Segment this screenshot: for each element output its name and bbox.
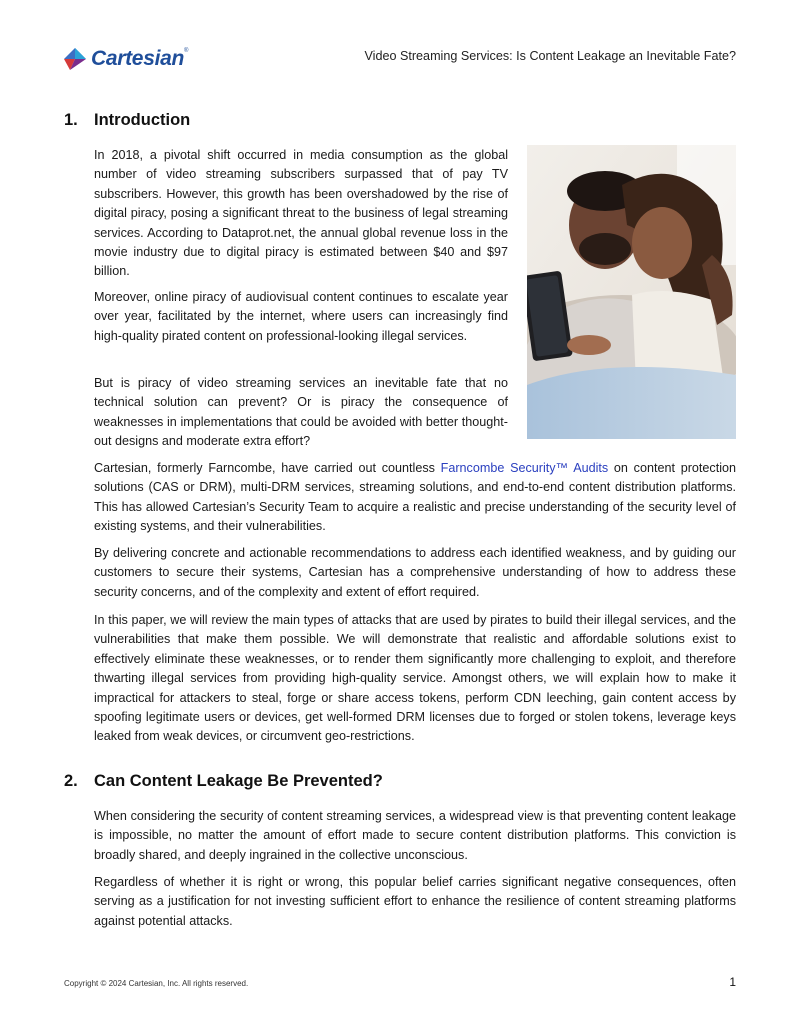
section2-paragraph-2: Regardless of whether it is right or wrong, this popular belief carries significant negative consequences, often serving as a justification for not investing sufficient effort to enhance the resilience of content streaming platforms against potential attacks. <box>94 875 736 928</box>
intro-paragraph-2: Moreover, online piracy of audiovisual content continues to escalate year over year, facilitated by the internet, where users can increasingly find high-quality pirated content on professional-looking illegal services. <box>94 290 508 343</box>
section-heading-introduction <box>64 111 190 130</box>
logo-wordmark: Cartesian <box>91 47 185 70</box>
cartesian-logo <box>62 46 202 72</box>
farncombe-security-audits-link[interactable]: Farncombe Security™ Audits <box>440 461 609 475</box>
paragraph-text: on content protection solutions (CAS or DRM), multi-DRM services, streaming solutions, and end-to-end content distribution platforms. This has allowed Cartesian’s Security Team to acquire a realistic and precise understanding of the security level of existing systems, and their vulnerabilities. <box>94 461 737 534</box>
intro-paragraph-3: But is piracy of video streaming services an inevitable fate that no technical solution can prevent? Or is piracy the consequence of weaknesses in implementations that could be avoided with better thought-out designs and moderate extra effort? <box>94 376 508 449</box>
page-number: 1 <box>729 975 736 989</box>
logo-registered-mark: ® <box>184 48 189 54</box>
section-number: 2. <box>64 772 78 790</box>
intro-paragraph-4 <box>94 459 736 537</box>
section-heading-content-leakage <box>64 772 383 791</box>
section-title: Introduction <box>94 111 191 129</box>
section2-paragraph-1: When considering the security of content streaming services, a widespread view is that preventing content leakage is impossible, no matter the amount of effort made to secure content distribution platforms. This conviction is broadly shared, and deeply ingrained in the collective unconscious. <box>94 809 736 862</box>
header-title: Video Streaming Services: Is Content Leakage an Inevitable Fate? <box>364 49 736 63</box>
paragraph-text: Cartesian, formerly Farncombe, have carried out countless <box>94 461 441 475</box>
couple-with-tablet-photo <box>527 145 736 439</box>
section-number: 1. <box>64 111 78 129</box>
section-title: Can Content Leakage Be Prevented? <box>94 772 383 790</box>
intro-paragraph-5: By delivering concrete and actionable recommendations to address each identified weakness, and by guiding our customers to secure their systems, Cartesian has a comprehensive understanding of how to address these security concerns, and of the complexity and extent of effort required. <box>94 546 736 599</box>
intro-paragraph-6: In this paper, we will review the main types of attacks that are used by pirates to build their illegal services, and the vulnerabilities that make them possible. We will demonstrate that realistic and affordable solutions exist to effectively eliminate these weaknesses, or to render them significantly more challenging to exploit, and therefore thwarting illegal services from providing high-quality service. Amongst others, we will explain how to make it impractical for attackers to steal, forge or share access tokens, perform CDN leeching, gain content access by spoofing legitimate users or devices, get well-formed DRM licenses due to forged or stolen tokens, leverage keys leaked from weak devices, or circumvent geo-restrictions. <box>94 613 736 744</box>
intro-paragraph-1: In 2018, a pivotal shift occurred in media consumption as the global number of video streaming subscribers surpassed that of pay TV subscribers. However, this growth has been overshadowed by the rise of digital piracy, posing a significant threat to the business of legal streaming services. According to Dataprot.net, the annual global revenue loss in the movie industry due to digital piracy is estimated between $40 and $97 billion. <box>94 148 508 279</box>
cartesian-logo-icon <box>62 47 88 71</box>
footer-copyright: Copyright © 2024 Cartesian, Inc. All rights reserved. <box>64 979 249 988</box>
